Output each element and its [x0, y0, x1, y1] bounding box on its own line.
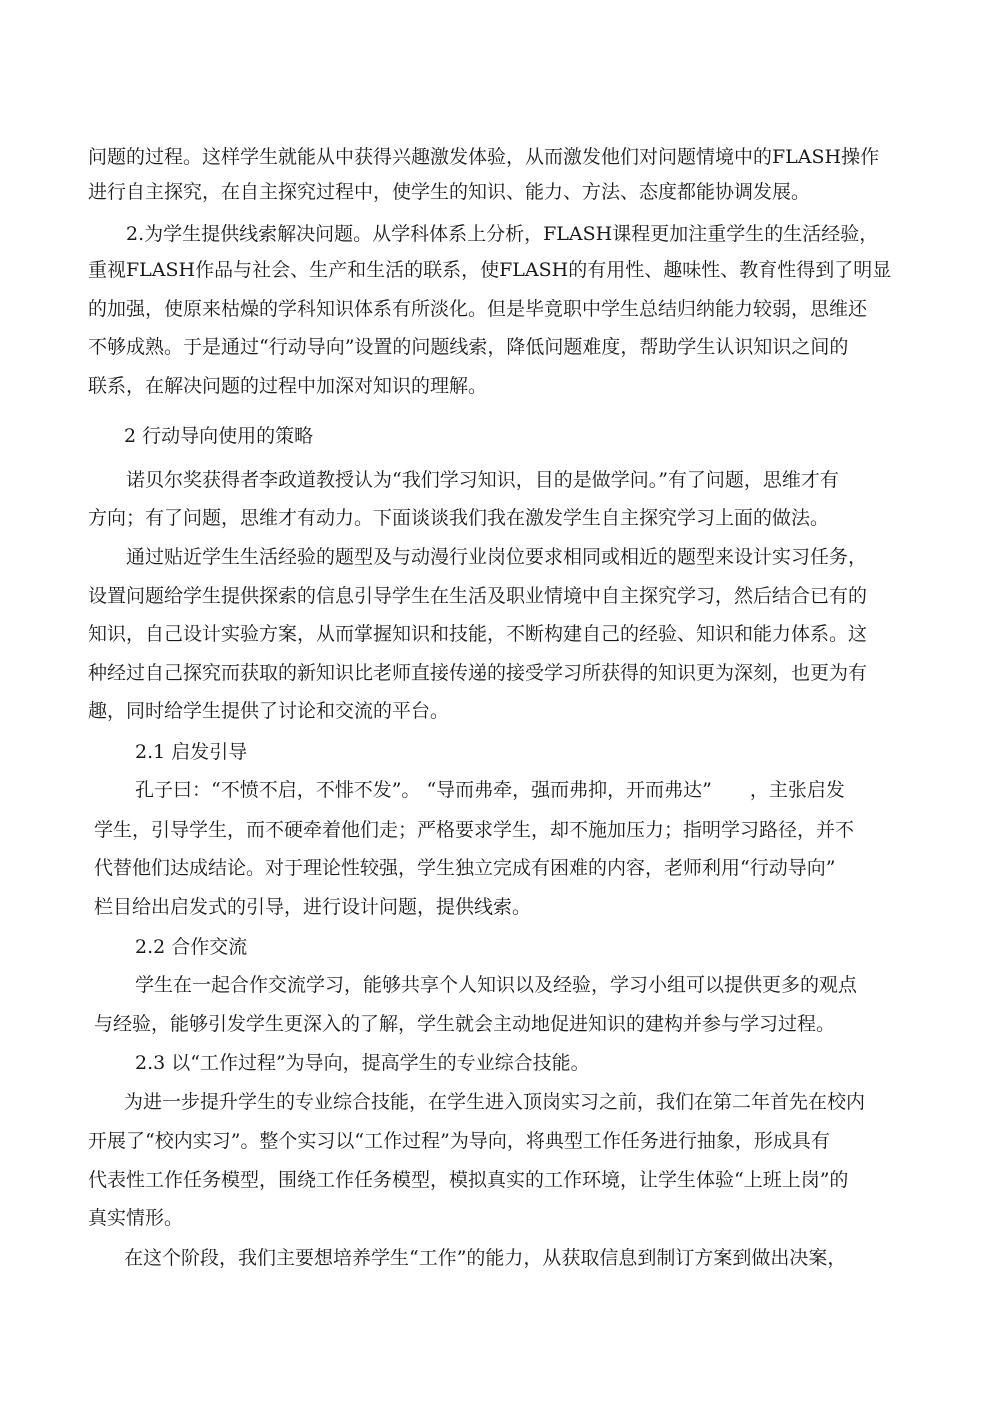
text-line: 问题的过程。这样学生就能从中获得兴趣激发体验，从而激发他们对问题情境中的FLASH操作 — [88, 146, 880, 168]
text-line: 趣，同时给学生提供了讨论和交流的平台。 — [88, 700, 450, 722]
subsection-heading: 2.1 启发引导 — [135, 741, 248, 763]
text-line: 真实情形。 — [88, 1207, 184, 1229]
text-line: 通过贴近学生生活经验的题型及与动漫行业岗位要求相同或相近的题型来设计实习任务， — [126, 546, 868, 568]
text-line: 与经验，能够引发学生更深入的了解，学生就会主动地促进知识的建构并参与学习过程。 — [94, 1013, 836, 1035]
text-line: 为进一步提升学生的专业综合技能，在学生进入顶岗实习之前，我们在第二年首先在校内 — [124, 1091, 866, 1113]
text-line: 2.为学生提供线索解决问题。从学科体系上分析，FLASH课程更加注重学生的生活经验， — [126, 223, 879, 245]
text-line: 设置问题给学生提供探索的信息引导学生在生活及职业情境中自主探究学习，然后结合已有的 — [88, 585, 868, 607]
subsection-heading: 2.2 合作交流 — [135, 936, 248, 958]
text-line: 诺贝尔奖获得者李政道教授认为“我们学习知识，目的是做学问。”有了问题，思维才有 — [126, 469, 839, 491]
text-line: 学生，引导学生，而不硬牵着他们走；严格要求学生，却不施加压力；指明学习路径，并不 — [94, 819, 855, 841]
text-line: 在这个阶段，我们主要想培养学生“工作”的能力，从获取信息到制订方案到做出决案， — [124, 1247, 847, 1269]
text-line: 种经过自己探究而获取的新知识比老师直接传递的接受学习所获得的知识更为深刻，也更为有 — [88, 662, 868, 684]
text-line: 进行自主探究，在自主探究过程中，使学生的知识、能力、方法、态度都能协调发展。 — [88, 181, 811, 203]
text-line: 代替他们达成结论。对于理论性较强，学生独立完成有困难的内容，老师利用“行动导向” — [94, 857, 836, 879]
text-line: 开展了“校内实习”。整个实习以“工作过程”为导向，将典型工作任务进行抽象，形成具有 — [88, 1130, 830, 1152]
text-line: 的加强，使原来枯燥的学科知识体系有所淡化。但是毕竟职中学生总结归纳能力较弱，思维还 — [88, 298, 868, 320]
text-line: 栏目给出启发式的引导，进行设计问题，提供线索。 — [94, 896, 532, 918]
text-line: 方向；有了问题，思维才有动力。下面谈谈我们我在激发学生自主探究学习上面的做法。 — [88, 507, 830, 529]
text-line: 孔子曰：“不愤不启，不悱不发”。 “导而弗牵，强而弗抑，开而弗达” ，主张启发 — [135, 779, 845, 801]
text-line: 学生在一起合作交流学习，能够共享个人知识以及经验，学习小组可以提供更多的观点 — [135, 974, 858, 996]
section-heading: 2 行动导向使用的策略 — [124, 425, 314, 447]
text-line: 不够成熟。于是通过“行动导向”设置的问题线索，降低问题难度，帮助学生认识知识之间的 — [88, 336, 849, 358]
text-line: 代表性工作任务模型，围绕工作任务模型，模拟真实的工作环境，让学生体验“上班上岗”的 — [88, 1169, 849, 1191]
text-line: 联系，在解决问题的过程中加深对知识的理解。 — [88, 375, 488, 397]
text-line: 知识，自己设计实验方案，从而掌握知识和技能，不断构建自己的经验、知识和能力体系。这 — [88, 623, 868, 645]
subsection-heading: 2.3 以“工作过程”为导向，提高学生的专业综合技能。 — [135, 1052, 590, 1074]
text-line: 重视FLASH作品与社会、生产和生活的联系，使FLASH的有用性、趣味性、教育性得到了明显 — [88, 259, 892, 281]
